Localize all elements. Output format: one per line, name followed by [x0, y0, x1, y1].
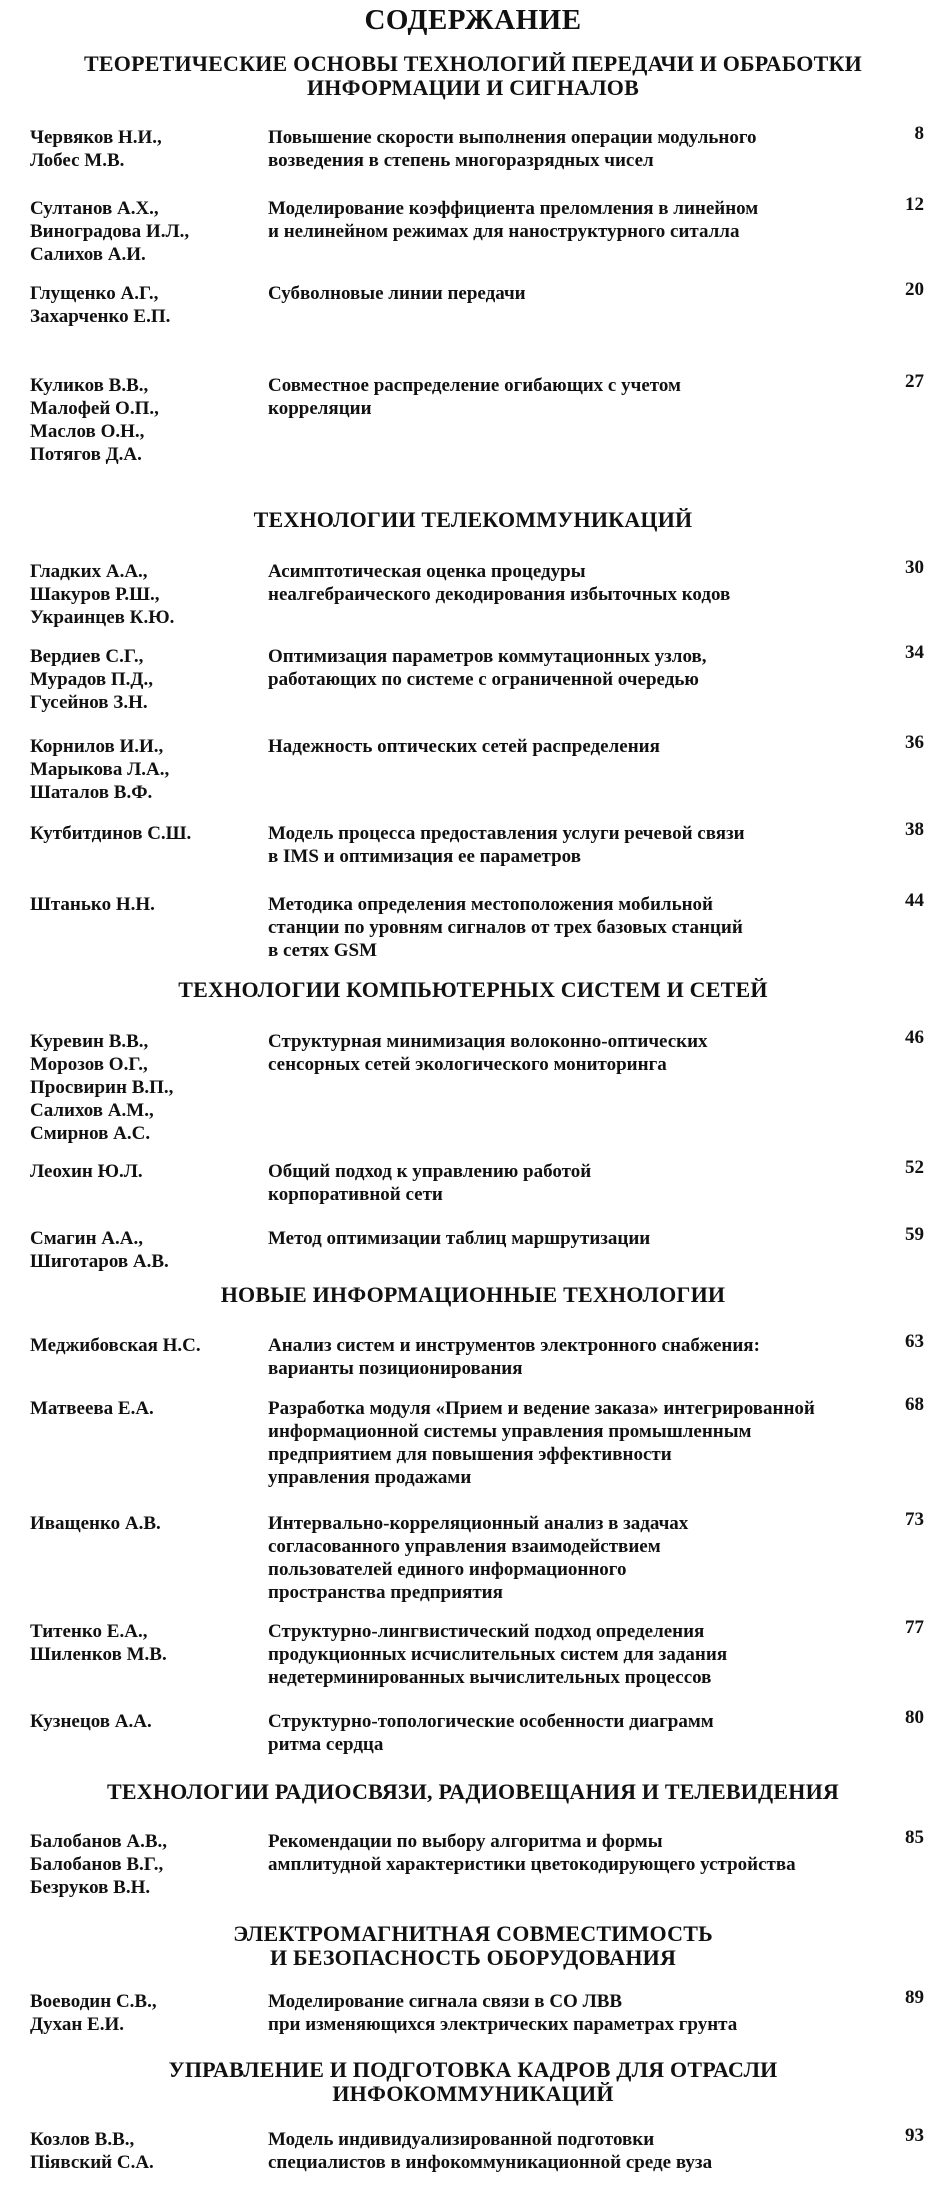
entry-page-number: 68	[905, 1394, 924, 1415]
section-heading	[0, 1283, 946, 1307]
entry-title	[268, 126, 868, 172]
entry-title-line: продукционных исчислительных систем для задания	[268, 1644, 728, 1665]
entry-title	[268, 197, 868, 243]
entry-authors	[30, 1990, 270, 2036]
entry-page-number: 59	[905, 1224, 924, 1245]
section-heading-line: ТЕХНОЛОГИИ КОМПЬЮТЕРНЫХ СИСТЕМ И СЕТЕЙ	[178, 977, 768, 1002]
author-name: Малофей О.П.,	[30, 398, 159, 419]
entry-title-line: возведения в степень многоразрядных чисел	[268, 150, 654, 171]
entry-title	[268, 2128, 868, 2174]
entry-title-line: Повышение скорости выполнения операции модульного	[268, 127, 757, 148]
author-name: Червяков Н.И.,	[30, 127, 162, 148]
section-heading	[0, 1922, 946, 1970]
section-heading-line: ТЕХНОЛОГИИ ТЕЛЕКОММУНИКАЦИЙ	[253, 507, 693, 532]
author-name: Козлов В.В.,	[30, 2129, 135, 2150]
entry-title	[268, 1990, 868, 2036]
entry-title-line: пространства предприятия	[268, 1582, 503, 1603]
author-name: Потягов Д.А.	[30, 444, 142, 465]
entry-title	[268, 1160, 868, 1206]
author-name: Султанов А.Х.,	[30, 198, 159, 219]
entry-authors	[30, 1030, 270, 1145]
author-name: Мурадов П.Д.,	[30, 669, 153, 690]
author-name: Захарченко Е.П.	[30, 306, 171, 327]
entry-authors	[30, 822, 270, 845]
entry-title-line: Метод оптимизации таблиц маршрутизации	[268, 1228, 651, 1249]
entry-page-number: 80	[905, 1707, 924, 1728]
entry-title-line: Оптимизация параметров коммутационных узлов,	[268, 646, 707, 667]
section-heading	[0, 508, 946, 532]
author-name: Куревин В.В.,	[30, 1031, 149, 1052]
entry-title-line: согласованного управления взаимодействием	[268, 1536, 661, 1557]
entry-title-line: корпоративной сети	[268, 1184, 443, 1205]
author-name: Смагин А.А.,	[30, 1228, 143, 1249]
entry-title	[268, 822, 868, 868]
author-name: Маслов О.Н.,	[30, 421, 145, 442]
entry-title	[268, 1397, 868, 1489]
section-heading	[0, 978, 946, 1002]
entry-page-number: 52	[905, 1157, 924, 1178]
entry-authors	[30, 735, 270, 804]
entry-page-number: 73	[905, 1509, 924, 1530]
entry-authors	[30, 1227, 270, 1273]
author-name: Лобес М.В.	[30, 150, 125, 171]
entry-page-number: 89	[905, 1987, 924, 2008]
entry-title-line: и нелинейном режимах для наноструктурного ситалла	[268, 221, 740, 242]
entry-page-number: 36	[905, 732, 924, 753]
entry-page-number: 12	[905, 194, 924, 215]
entry-title-line: сенсорных сетей экологического мониторинга	[268, 1054, 667, 1075]
entry-title-line: недетерминированных вычислительных процессов	[268, 1667, 712, 1688]
entry-authors	[30, 1830, 270, 1899]
entry-title-line: амплитудной характеристики цветокодирующего устройства	[268, 1854, 796, 1875]
author-name: Піявский С.А.	[30, 2152, 154, 2173]
entry-page-number: 38	[905, 819, 924, 840]
entry-page-number: 8	[914, 123, 924, 144]
author-name: Корнилов И.И.,	[30, 736, 164, 757]
entry-title	[268, 1710, 868, 1756]
author-name: Кутбитдинов С.Ш.	[30, 823, 192, 844]
entry-title-line: Совместное распределение огибающих с учетом	[268, 375, 681, 396]
author-name: Шакуров Р.Ш.,	[30, 584, 160, 605]
author-name: Кузнецов А.А.	[30, 1711, 152, 1732]
entry-title	[268, 374, 868, 420]
author-name: Балобанов А.В.,	[30, 1831, 168, 1852]
entry-title-line: станции по уровням сигналов от трех базовых станций	[268, 917, 743, 938]
entry-authors	[30, 197, 270, 266]
author-name: Матвеева Е.А.	[30, 1398, 154, 1419]
author-name: Леохин Ю.Л.	[30, 1161, 143, 1182]
entry-title	[268, 1227, 868, 1250]
author-name: Гусейнов З.Н.	[30, 692, 148, 713]
entry-authors	[30, 1397, 270, 1420]
entry-title-line: Методика определения местоположения мобильной	[268, 894, 714, 915]
entry-title	[268, 282, 868, 305]
entry-title-line: при изменяющихся электрических параметрах грунта	[268, 2014, 738, 2035]
author-name: Салихов А.И.	[30, 244, 146, 265]
entry-page-number: 30	[905, 557, 924, 578]
author-name: Шиленков М.В.	[30, 1644, 167, 1665]
entry-title-line: Интервально-корреляционный анализ в задачах	[268, 1513, 689, 1534]
entry-title-line: ритма сердца	[268, 1734, 384, 1755]
author-name: Смирнов А.С.	[30, 1123, 151, 1144]
entry-title-line: пользователей единого информационного	[268, 1559, 627, 1580]
entry-authors	[30, 2128, 270, 2174]
entry-page-number: 93	[905, 2125, 924, 2146]
entry-page-number: 20	[905, 279, 924, 300]
author-name: Шаталов В.Ф.	[30, 782, 153, 803]
entry-authors	[30, 560, 270, 629]
entry-authors	[30, 282, 270, 328]
entry-title-line: Модель процесса предоставления услуги речевой связи	[268, 823, 745, 844]
author-name: Вердиев С.Г.,	[30, 646, 144, 667]
section-heading	[0, 52, 946, 100]
section-heading-line: НОВЫЕ ИНФОРМАЦИОННЫЕ ТЕХНОЛОГИИ	[220, 1282, 726, 1307]
entry-title	[268, 560, 868, 606]
section-heading	[0, 1780, 946, 1804]
author-name: Духан Е.И.	[30, 2014, 124, 2035]
entry-title-line: Модель индивидуализированной подготовки	[268, 2129, 655, 2150]
entry-title-line: предприятием для повышения эффективности	[268, 1444, 672, 1465]
section-heading-line: ИНФОКОММУНИКАЦИЙ	[332, 2081, 614, 2106]
entry-authors	[30, 374, 270, 466]
entry-page-number: 27	[905, 371, 924, 392]
entry-title-line: Структурная минимизация волоконно-оптических	[268, 1031, 708, 1052]
entry-title	[268, 735, 868, 758]
entry-title-line: Моделирование сигнала связи в СО ЛВВ	[268, 1991, 623, 2012]
author-name: Балобанов В.Г.,	[30, 1854, 164, 1875]
entry-title-line: в IMS и оптимизация ее параметров	[268, 846, 581, 867]
author-name: Безруков В.Н.	[30, 1877, 151, 1898]
entry-title-line: неалгебраического декодирования избыточных кодов	[268, 584, 731, 605]
entry-title-line: информационной системы управления промышленным	[268, 1421, 752, 1442]
entry-title-line: Рекомендации по выбору алгоритма и формы	[268, 1831, 663, 1852]
entry-authors	[30, 1710, 270, 1733]
entry-title-line: Субволновые линии передачи	[268, 283, 526, 304]
entry-authors	[30, 645, 270, 714]
entry-authors	[30, 1160, 270, 1183]
entry-title-line: варианты позиционирования	[268, 1358, 523, 1379]
entry-title-line: Анализ систем и инструментов электронного снабжения:	[268, 1335, 760, 1356]
entry-title-line: Разработка модуля «Прием и ведение заказа» интегрированной	[268, 1398, 815, 1419]
author-name: Меджибовская Н.С.	[30, 1335, 201, 1356]
author-name: Титенко Е.А.,	[30, 1621, 148, 1642]
entry-title-line: Структурно-лингвистический подход определения	[268, 1621, 705, 1642]
author-name: Виноградова И.Л.,	[30, 221, 190, 242]
author-name: Морозов О.Г.,	[30, 1054, 148, 1075]
author-name: Марыкова Л.А.,	[30, 759, 170, 780]
section-heading-line: УПРАВЛЕНИЕ И ПОДГОТОВКА КАДРОВ ДЛЯ ОТРАСЛИ	[168, 2057, 778, 2082]
section-heading-line: И БЕЗОПАСНОСТЬ ОБОРУДОВАНИЯ	[269, 1945, 677, 1970]
entry-page-number: 85	[905, 1827, 924, 1848]
entry-authors	[30, 893, 270, 916]
section-heading-line: ТЕОРЕТИЧЕСКИЕ ОСНОВЫ ТЕХНОЛОГИЙ ПЕРЕДАЧИ И ОБРАБОТКИ	[84, 51, 862, 76]
entry-title	[268, 1030, 868, 1076]
entry-title-line: Асимптотическая оценка процедуры	[268, 561, 586, 582]
entry-page-number: 77	[905, 1617, 924, 1638]
entry-title-line: Общий подход к управлению работой	[268, 1161, 592, 1182]
author-name: Салихов А.М.,	[30, 1100, 154, 1121]
author-name: Украинцев К.Ю.	[30, 607, 175, 628]
entry-title-line: в сетях GSM	[268, 940, 377, 961]
section-heading	[0, 2058, 946, 2106]
author-name: Штанько Н.Н.	[30, 894, 155, 915]
section-heading-line: ТЕХНОЛОГИИ РАДИОСВЯЗИ, РАДИОВЕЩАНИЯ И ТЕЛЕВИДЕНИЯ	[107, 1779, 839, 1804]
entry-title-line: специалистов в инфокоммуникационной среде вуза	[268, 2152, 713, 2173]
entry-authors	[30, 126, 270, 172]
author-name: Шиготаров А.В.	[30, 1251, 169, 1272]
author-name: Воеводин С.В.,	[30, 1991, 157, 2012]
entry-authors	[30, 1620, 270, 1666]
section-heading-line: ИНФОРМАЦИИ И СИГНАЛОВ	[307, 75, 639, 100]
entry-title-line: Надежность оптических сетей распределения	[268, 736, 660, 757]
author-name: Просвирин В.П.,	[30, 1077, 174, 1098]
entry-title-line: Моделирование коэффициента преломления в линейном	[268, 198, 759, 219]
entry-title-line: корреляции	[268, 398, 372, 419]
entry-authors	[30, 1334, 270, 1357]
entry-title-line: Структурно-топологические особенности диаграмм	[268, 1711, 714, 1732]
section-heading-line: ЭЛЕКТРОМАГНИТНАЯ СОВМЕСТИМОСТЬ	[233, 1921, 713, 1946]
entry-title	[268, 1334, 868, 1380]
entry-title	[268, 893, 868, 962]
author-name: Глущенко А.Г.,	[30, 283, 159, 304]
page-title: СОДЕРЖАНИЕ	[364, 4, 582, 36]
entry-page-number: 46	[905, 1027, 924, 1048]
entry-title-line: управления продажами	[268, 1467, 472, 1488]
entry-page-number: 44	[905, 890, 924, 911]
entry-title	[268, 1830, 868, 1876]
entry-title	[268, 1512, 868, 1604]
entry-title	[268, 1620, 868, 1689]
author-name: Куликов В.В.,	[30, 375, 149, 396]
entry-title	[268, 645, 868, 691]
entry-page-number: 34	[905, 642, 924, 663]
entry-authors	[30, 1512, 270, 1535]
author-name: Иващенко А.В.	[30, 1513, 161, 1534]
author-name: Гладких А.А.,	[30, 561, 148, 582]
entry-page-number: 63	[905, 1331, 924, 1352]
entry-title-line: работающих по системе с ограниченной очередью	[268, 669, 699, 690]
